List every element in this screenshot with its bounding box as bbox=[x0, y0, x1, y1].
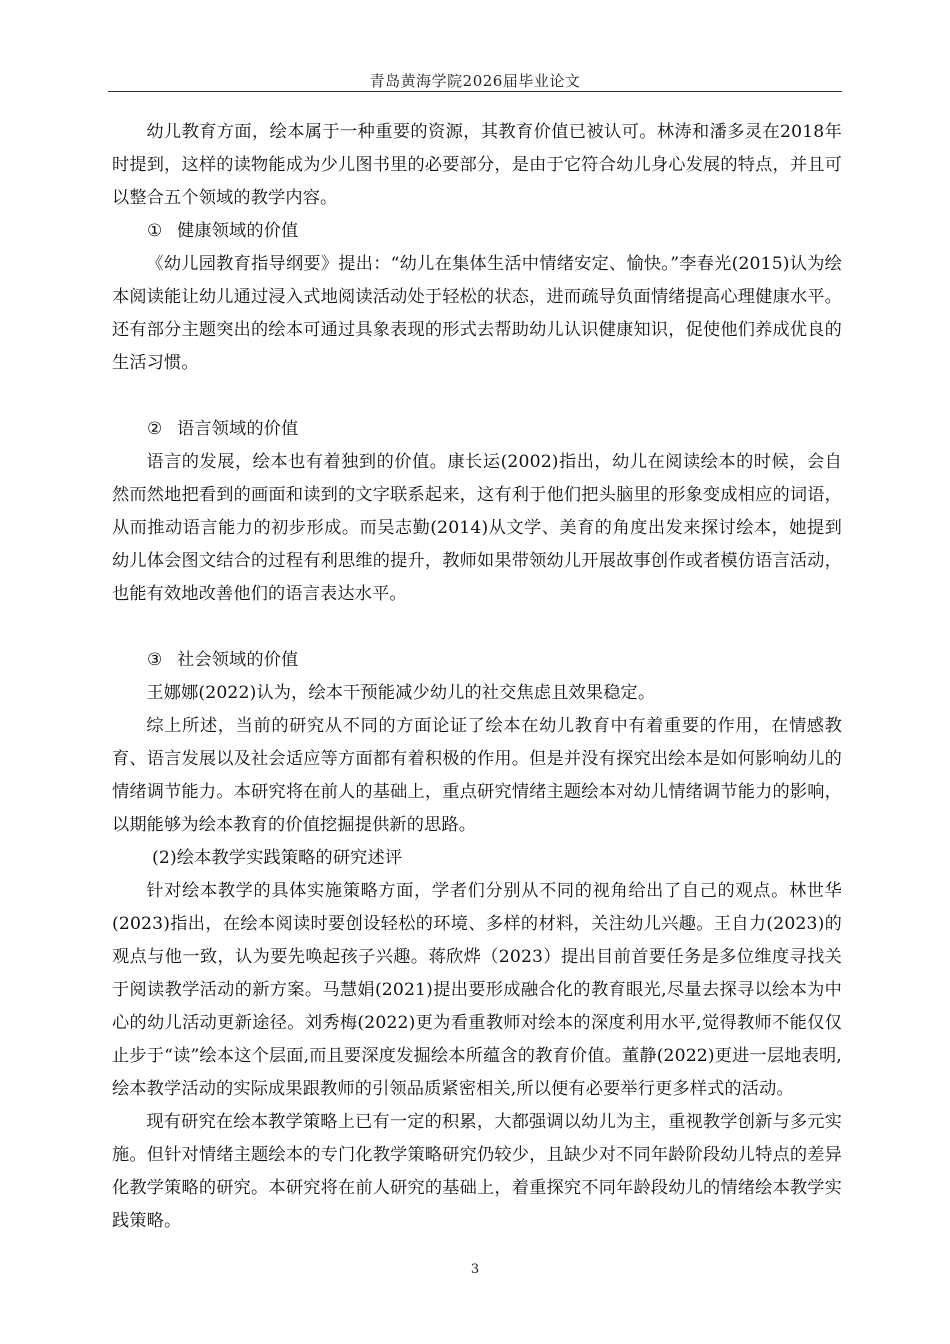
heading-number: ③ bbox=[147, 650, 163, 670]
paragraph-social: 王娜娜(2022)认为，绘本干预能减少幼儿的社交焦虑且效果稳定。 bbox=[146, 683, 656, 703]
page-header-title: 青岛黄海学院2026届毕业论文 bbox=[369, 72, 581, 90]
paragraph-summary: 综上所述，当前的研究从不同的方面论证了绘本在幼儿教育中有着重要的作用，在情感教育、语言发展以及社会适应等方面都有着积极的作用。但是并没有探究出绘本是如何影响幼儿的情绪调节能力。本研究将在前人的基础上，重点研究情绪主题绘本对幼儿情绪调节能力的影响，以期能够为绘本教育的价值挖掘提供新的思路。 bbox=[112, 716, 842, 835]
heading-number: ① bbox=[147, 221, 163, 241]
body-text bbox=[112, 116, 842, 1238]
paragraph-strategy-conclusion: 现有研究在绘本教学策略上已有一定的积累，大都强调以幼儿为主，重视教学创新与多元实施。但针对情绪主题绘本的专门化教学策略研究仍较少，且缺少对不同年龄阶段幼儿特点的差异化教学策略的研究。本研究将在前人研究的基础上，着重探究不同年龄段幼儿的情绪绘本教学实践策略。 bbox=[112, 1112, 842, 1231]
heading-text: 语言领域的价值 bbox=[177, 419, 299, 439]
paragraph-intro: 幼儿教育方面，绘本属于一种重要的资源，其教育价值已被认可。林涛和潘多灵在2018年时提到，这样的读物能成为少儿图书里的必要部分，是由于它符合幼儿身心发展的特点，并且可以整合五个领域的教学内容。 bbox=[112, 122, 842, 208]
paragraph-health: 《幼儿园教育指导纲要》提出：“幼儿在集体生活中情绪安定、愉快。”李春光(2015)认为绘本阅读能让幼儿通过浸入式地阅读活动处于轻松的状态，进而疏导负面情绪提高心理健康水平。还有部分主题突出的绘本可通过具象表现的形式去帮助幼儿认识健康知识，促使他们养成优良的生活习惯。 bbox=[112, 254, 842, 373]
paragraph-language: 语言的发展，绘本也有着独到的价值。康长运(2002)指出，幼儿在阅读绘本的时候，会自然而然地把看到的画面和读到的文字联系起来，这有利于他们把头脑里的形象变成相应的词语，从而推动语言能力的初步形成。而吴志勤(2014)从文学、美育的角度出发来探讨绘本，她提到幼儿体会图文结合的过程有利思维的提升，教师如果带领幼儿开展故事创作或者模仿语言活动，也能有效地改善他们的语言表达水平。 bbox=[112, 452, 842, 604]
blank-line bbox=[112, 380, 842, 413]
heading-text: 健康领域的价值 bbox=[177, 221, 299, 241]
section-heading-language bbox=[112, 413, 842, 446]
blank-line bbox=[112, 611, 842, 644]
page-number: 3 bbox=[470, 1262, 480, 1277]
heading-text: 社会领域的价值 bbox=[177, 650, 299, 670]
section-heading-teaching-strategy: (2)绘本教学实践策略的研究述评 bbox=[152, 848, 403, 868]
section-heading-social bbox=[112, 644, 842, 677]
section-heading-health bbox=[112, 215, 842, 248]
header-divider bbox=[108, 91, 842, 92]
heading-number: ② bbox=[147, 419, 163, 439]
paragraph-strategy-review: 针对绘本教学的具体实施策略方面，学者们分别从不同的视角给出了自己的观点。林世华(2023)指出，在绘本阅读时要创设轻松的环境、多样的材料，关注幼儿兴趣。王自力(2023)的观点与他一致，认为要先唤起孩子兴趣。蒋欣烨（2023）提出目前首要任务是多位维度寻找关于阅读教学活动的新方案。马慧娟(2021)提出要形成融合化的教育眼光,尽量去探寻以绘本为中心的幼儿活动更新途径。刘秀梅(2022)更为看重教师对绘本的深度利用水平,觉得教师不能仅仅止步于“读”绘本这个层面,而且要深度发掘绘本所蕴含的教育价值。董静(2022)更进一层地表明,绘本教学活动的实际成果跟教师的引领品质紧密相关,所以便有必要举行更多样式的活动。 bbox=[112, 881, 842, 1099]
